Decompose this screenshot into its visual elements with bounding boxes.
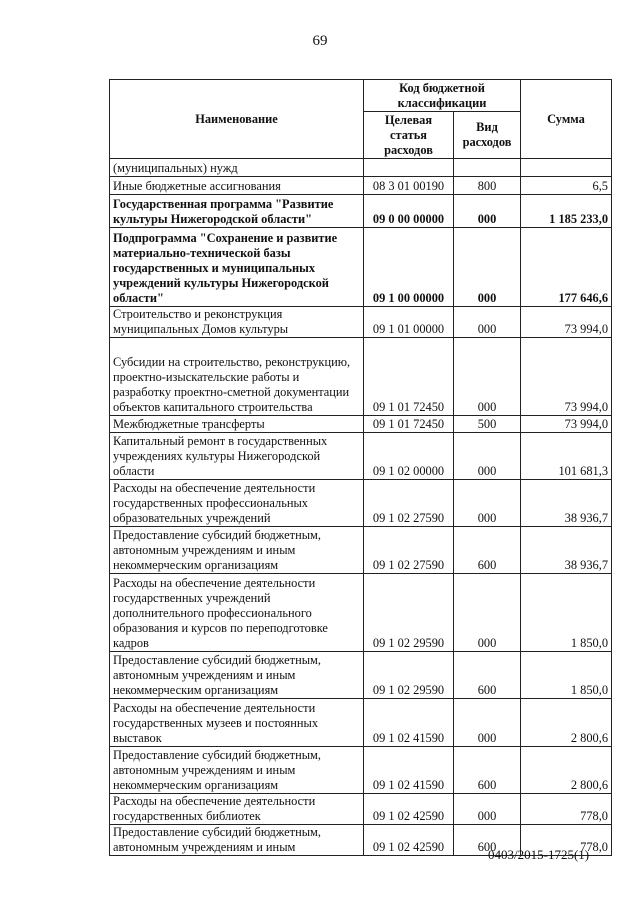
row-target-article: 09 1 02 29590 [364,574,454,652]
row-name: Расходы на обеспечение деятельности государственных профессиональных образовательных учреждений [110,480,364,527]
row-expense-type: 000 [454,338,521,416]
document-id: 0403/2015-1725(1) [488,847,590,862]
page-number: 69 [312,33,328,49]
row-expense-type: 600 [454,747,521,794]
table-row [110,195,612,228]
row-sum: 6,5 [521,177,612,195]
table-row [110,527,612,574]
table-header [110,80,612,159]
row-target-article: 09 1 02 00000 [364,433,454,480]
row-target-article: 09 1 01 00000 [364,307,454,338]
row-target-article: 09 1 02 41590 [364,699,454,747]
row-expense-type: 800 [454,177,521,195]
row-sum: 1 850,0 [521,652,612,699]
row-expense-type: 000 [454,574,521,652]
row-name: Государственная программа "Развитие культуры Нижегородской области" [110,195,364,228]
row-name: Предоставление субсидий бюджетным, автономным учреждениям и иным некоммерческим организациям [110,652,364,699]
table-body [110,159,612,856]
row-sum: 73 994,0 [521,307,612,338]
row-target-article: 09 1 00 00000 [364,228,454,307]
row-name: Расходы на обеспечение деятельности государственных музеев и постоянных выставок [110,699,364,747]
row-name: Расходы на обеспечение деятельности государственных библиотек [110,794,364,825]
row-expense-type: 000 [454,699,521,747]
budget-table [109,79,612,856]
row-sum: 2 800,6 [521,747,612,794]
row-sum [521,159,612,177]
table-row [110,747,612,794]
row-sum: 2 800,6 [521,699,612,747]
row-name: Иные бюджетные ассигнования [110,177,364,195]
table-row [110,159,612,177]
row-name: Строительство и реконструкция муниципальных Домов культуры [110,307,364,338]
row-sum: 1 850,0 [521,574,612,652]
row-sum: 177 646,6 [521,228,612,307]
table-row [110,177,612,195]
row-expense-type: 000 [454,307,521,338]
row-target-article: 09 1 02 41590 [364,747,454,794]
row-sum: 38 936,7 [521,480,612,527]
row-name: Субсидии на строительство, реконструкцию, проектно-изыскательские работы и разработку проектно-сметной документации объектов капитального строительства [110,338,364,416]
row-expense-type [454,159,521,177]
row-name: Предоставление субсидий бюджетным, автономным учреждениям и иным некоммерческим организациям [110,747,364,794]
row-target-article [364,159,454,177]
row-sum: 73 994,0 [521,338,612,416]
row-target-article: 09 0 00 00000 [364,195,454,228]
header-code-group: Код бюджетной классификации [364,80,521,112]
table-row [110,794,612,825]
table-row [110,433,612,480]
table-row [110,480,612,527]
row-sum: 778,0 [521,825,612,856]
row-target-article: 09 1 02 42590 [364,794,454,825]
row-name: Межбюджетные трансферты [110,416,364,433]
row-name: Предоставление субсидий бюджетным, автономным учреждениям и иным некоммерческим организациям [110,527,364,574]
header-name: Наименование [110,80,364,159]
table-row [110,338,612,416]
row-name: Расходы на обеспечение деятельности государственных учреждений дополнительного профессионального образования и курсов по переподготовке кадров [110,574,364,652]
table-row [110,699,612,747]
table-row [110,652,612,699]
row-expense-type: 000 [454,228,521,307]
row-expense-type: 000 [454,480,521,527]
row-sum: 73 994,0 [521,416,612,433]
header-target-article: Целевая статья расходов [364,112,454,159]
row-target-article: 09 1 01 72450 [364,338,454,416]
row-expense-type: 500 [454,416,521,433]
row-target-article: 09 1 01 72450 [364,416,454,433]
row-sum: 101 681,3 [521,433,612,480]
row-expense-type: 600 [454,527,521,574]
row-target-article: 08 3 01 00190 [364,177,454,195]
row-name: Капитальный ремонт в государственных учреждениях культуры Нижегородской области [110,433,364,480]
row-target-article: 09 1 02 27590 [364,480,454,527]
header-sum: Сумма [521,80,612,159]
row-expense-type: 600 [454,652,521,699]
row-expense-type: 000 [454,794,521,825]
table-row [110,416,612,433]
table-row [110,574,612,652]
row-target-article: 09 1 02 27590 [364,527,454,574]
table-row [110,307,612,338]
row-sum: 38 936,7 [521,527,612,574]
row-sum: 778,0 [521,794,612,825]
row-sum: 1 185 233,0 [521,195,612,228]
row-expense-type: 000 [454,195,521,228]
row-name: Предоставление субсидий бюджетным, автономным учреждениям и иным [110,825,364,856]
row-target-article: 09 1 02 42590 [364,825,454,856]
header-expense-type: Вид расходов [454,112,521,159]
row-name: Подпрограмма "Сохранение и развитие материально-технической базы государственных и муниципальных учреждений культуры Нижегородской области" [110,228,364,307]
row-target-article: 09 1 02 29590 [364,652,454,699]
row-expense-type: 600 [454,825,521,856]
row-expense-type: 000 [454,433,521,480]
table-row [110,228,612,307]
row-name: (муниципальных) нужд [110,159,364,177]
